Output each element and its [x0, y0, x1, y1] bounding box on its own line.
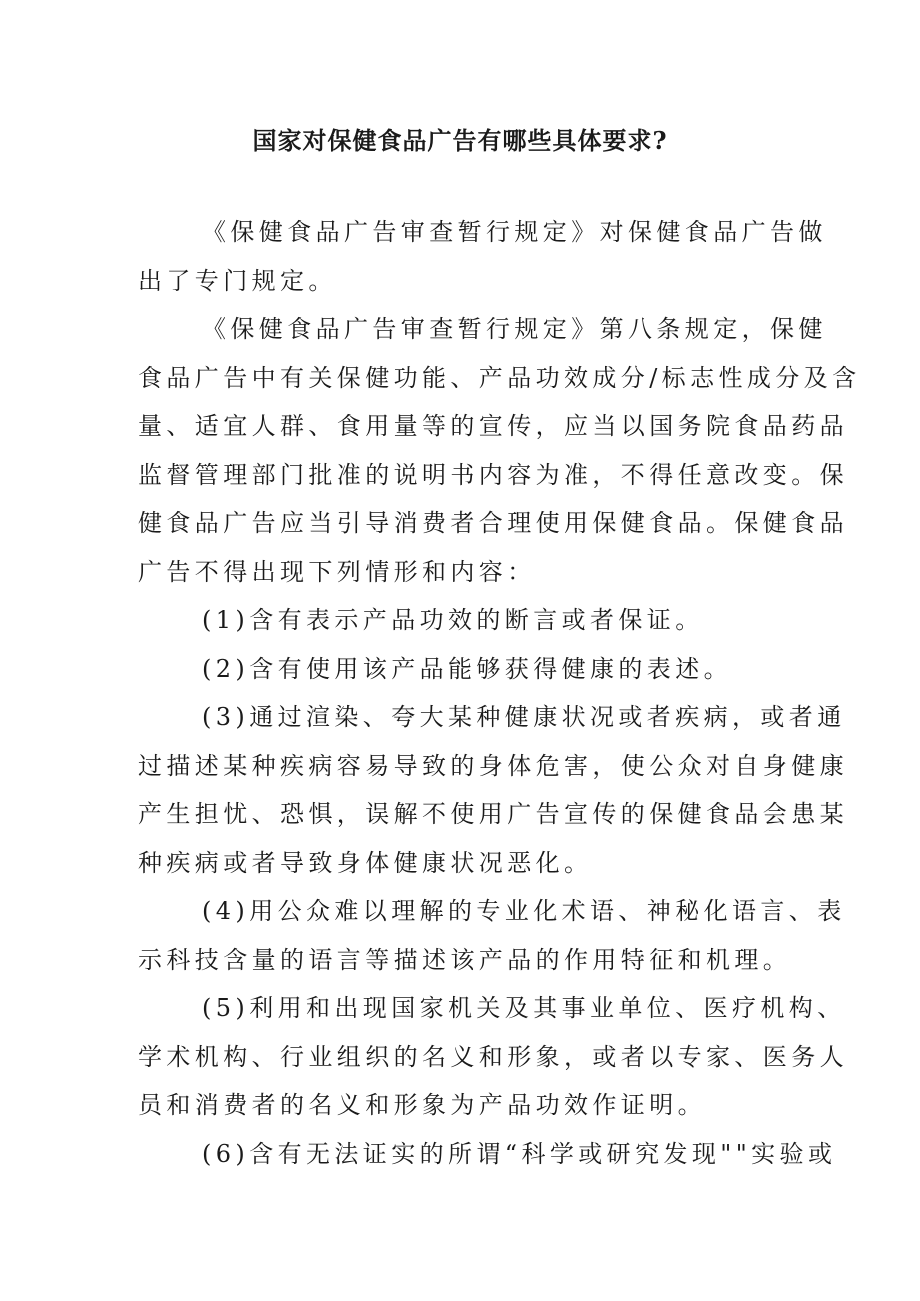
text-line: 食品广告中有关保健功能、产品功效成分/标志性成分及含	[138, 363, 861, 392]
paragraph-article-eight	[138, 305, 861, 596]
text-line: (6)含有无法证实的所谓“科学或研究发现""实验或	[202, 1139, 837, 1168]
text-line: (2)含有使用该产品能够获得健康的表述。	[202, 654, 732, 683]
text-line: 示科技含量的语言等描述该产品的作用特征和机理。	[138, 945, 792, 974]
list-item-3	[138, 693, 848, 887]
list-item-1	[138, 596, 792, 645]
text-line: 《保健食品广告审查暂行规定》第八条规定，保健	[202, 315, 827, 343]
text-line: 员和消费者的名义和形象为产品功效作证明。	[138, 1091, 706, 1119]
text-line: (4)用公众难以理解的专业化术语、神秘化语言、表	[202, 897, 846, 925]
text-line: (5)利用和出现国家机关及其事业单位、医疗机构、	[202, 994, 846, 1022]
list-item-4	[138, 887, 846, 984]
text-line: 学术机构、行业组织的名义和形象，或者以专家、医务人	[138, 1042, 848, 1071]
list-item-6	[138, 1130, 837, 1179]
text-line: 监督管理部门批准的说明书内容为准，不得任意改变。保	[138, 460, 848, 489]
text-line: 出了专门规定。	[138, 266, 337, 295]
list-item-2	[138, 645, 792, 694]
text-line: 量、适宜人群、食用量等的宣传，应当以国务院食品药品	[138, 412, 848, 440]
text-line: (1)含有表示产品功效的断言或者保证。	[202, 606, 704, 634]
text-line: 过描述某种疾病容易导致的身体危害，使公众对自身健康	[138, 751, 848, 780]
text-line: 广告不得出现下列情形和内容：	[138, 557, 536, 586]
document-body	[138, 208, 861, 1178]
text-line: (3)通过渲染、夸大某种健康状况或者疾病，或者通	[202, 703, 846, 731]
text-line: 健食品广告应当引导消费者合理使用保健食品。保健食品	[138, 509, 848, 537]
list-item-5	[138, 984, 848, 1130]
paragraph-intro	[138, 208, 827, 305]
document-title: 国家对保健食品广告有哪些具体要求?	[252, 126, 668, 155]
text-line: 产生担忧、恐惧，误解不使用广告宣传的保健食品会患某	[138, 800, 848, 828]
text-line: 《保健食品广告审查暂行规定》对保健食品广告做	[202, 218, 827, 246]
text-line: 种疾病或者导致身体健康状况恶化。	[138, 848, 593, 877]
